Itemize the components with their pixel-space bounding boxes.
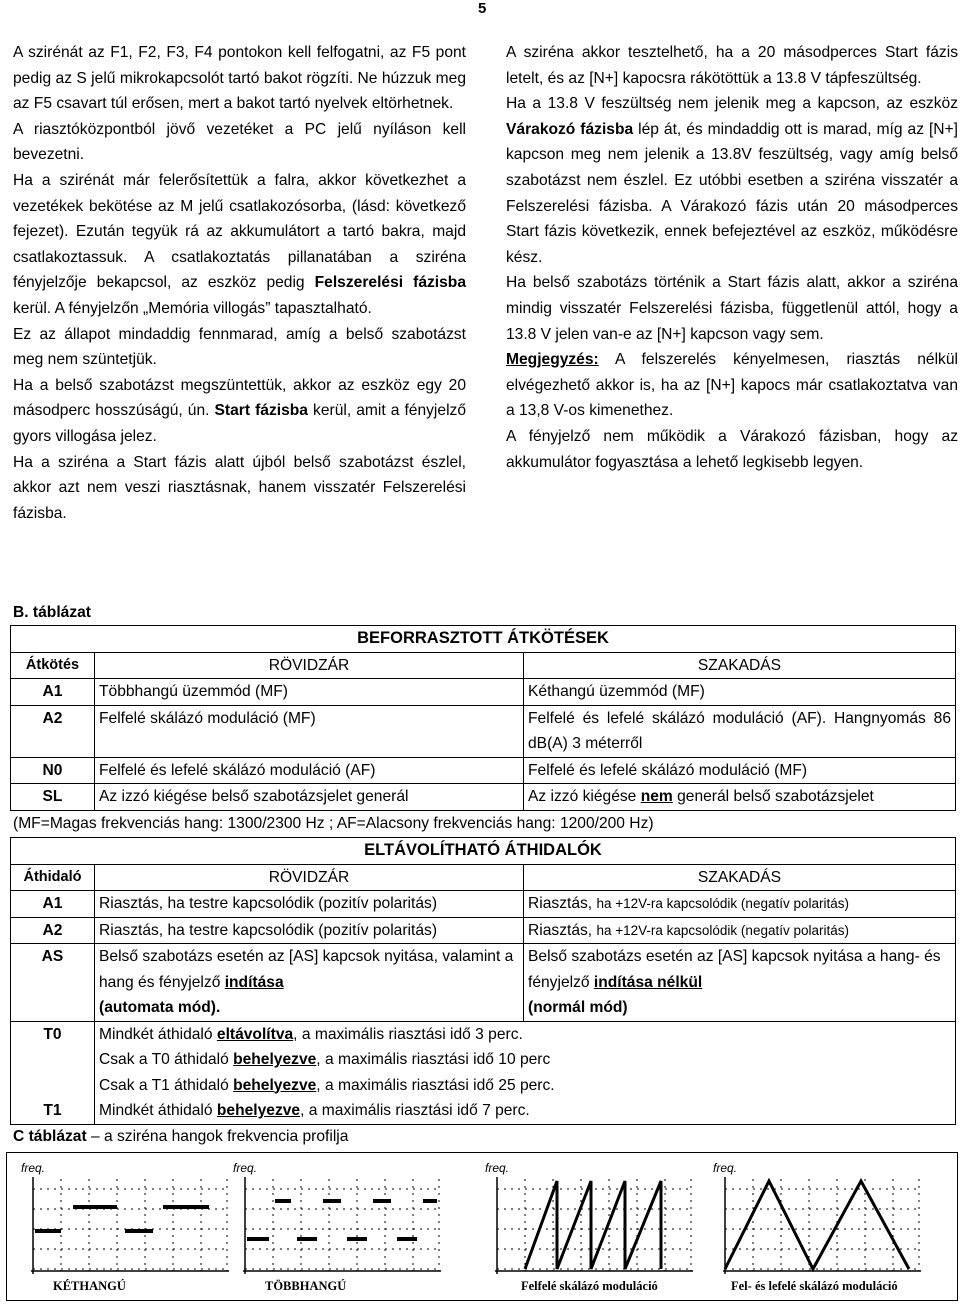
removable-jumpers-table xyxy=(10,837,956,1125)
bold-term: Start fázisba xyxy=(214,402,308,420)
chart-up-down-sweep xyxy=(705,1159,930,1295)
table-row: A1 Riasztás, ha testre kapcsolódik (pozitív polaritás) Riasztás, ha +12V-ra kapcsolódik (negatív polaritás) xyxy=(11,891,956,918)
note-label: Megjegyzés: xyxy=(506,351,599,369)
paragraph: A fényjelző nem működik a Várakozó fázisban, hogy az akkumulátor fogyasztása a lehető legkisebb legyen. xyxy=(506,427,958,471)
y-axis-label: freq. xyxy=(713,1161,738,1175)
column-header: RÖVIDZÁR xyxy=(95,864,524,891)
paragraph: Ha a belső szabotázst megszüntettük, akkor az eszköz egy 20 másodperc hosszúságú, ún. Start fázisba kerül, amit a fényjelző gyors villogása jelez. xyxy=(13,376,466,445)
two-tone-plot xyxy=(13,1159,238,1295)
chart-multi-tone xyxy=(225,1159,450,1295)
table-c-label: C táblázat – a sziréna hangok frekvencia profilja xyxy=(13,1128,349,1145)
paragraph: Ha a szirénát már felerősítettük a falra, akkor következhet a vezetékek bekötése az M jelű csatlakozósorba, (lásd: következő fejezet). Ezután tegyük rá az akkumulátort a tartó bakra, majd csatlakoztassuk. A csatlakoztatás pillanatában a sziréna fényjelzője bekapcsol, az eszköz pedig Felszerelési fázisba kerül. A fényjelzőn „Memória villogás” tapasztalható. xyxy=(13,171,466,317)
paragraph: Ha a 13.8 V feszültség nem jelenik meg a kapcson, az eszköz Várakozó fázisba lép át, és mindaddig ott is marad, míg az [N+] kapcson meg nem jelenik a 13.8V feszültség, vagy amíg belső szabotázst nem észlel. Ez utóbbi esetben a sziréna visszatér a Felszerelési fázisba. A Várakozó fázis után 20 másodperces Start fázis következik, ennek befejeztével az eszköz, működésre kész. xyxy=(506,95,958,266)
chart-two-tone xyxy=(13,1159,238,1295)
soldered-links-table xyxy=(10,625,956,811)
chart-caption: Fel- és lefelé skálázó moduláció xyxy=(731,1279,898,1293)
bold-term: Felszerelési fázisba xyxy=(314,274,466,292)
table-row: A1 Többhangú üzemmód (MF) Kéthangú üzemmód (MF) xyxy=(11,679,956,706)
table-title: BEFORRASZTOTT ÁTKÖTÉSEK xyxy=(11,626,956,653)
y-axis-label: freq. xyxy=(21,1161,46,1175)
frequency-profile-charts xyxy=(6,1152,958,1301)
right-column xyxy=(506,40,958,475)
column-header: RÖVIDZÁR xyxy=(95,652,524,679)
column-header: Átkötés xyxy=(11,652,95,679)
table-row: A2 Riasztás, ha testre kapcsolódik (pozitív polaritás) Riasztás, ha +12V-ra kapcsolódik (negatív polaritás) xyxy=(11,917,956,944)
upward-sweep-plot xyxy=(477,1159,702,1295)
bold-term: Várakozó fázisba xyxy=(506,120,634,138)
chart-caption: TÖBBHANGÚ xyxy=(265,1279,347,1293)
y-axis-label: freq. xyxy=(485,1161,510,1175)
paragraph: A sziréna akkor tesztelhető, ha a 20 másodperces Start fázis letelt, és az [N+] kapocsra rákötöttük a 13.8 V tápfeszültség. xyxy=(506,44,958,87)
column-header: SZAKADÁS xyxy=(524,864,956,891)
table-row: A2 Felfelé skálázó moduláció (MF) Felfelé és lefelé skálázó moduláció (AF). Hangnyomás 86 dB(A) 3 méterről xyxy=(11,705,956,757)
table-row: T0 T1 Mindkét áthidaló eltávolítva, a maximális riasztási idő 3 perc. Csak a T0 áthidaló behelyezve, a maximális riasztási idő 10 perc Csak a T1 áthidaló behelyezve, a maximális riasztási idő 25 perc. Mindkét áthidaló behelyezve, a maximális riasztási idő 7 perc. xyxy=(11,1021,956,1124)
paragraph: Ha a sziréna a Start fázis alatt újból belső szabotázst észlel, akkor azt nem veszi riasztásnak, hanem visszatér Felszerelési fázisba. xyxy=(13,453,466,522)
table-row: AS Belső szabotázs esetén az [AS] kapcsok nyitása, valamint a hang és fényjelző indítása (automata mód). Belső szabotázs esetén az [AS] kapcsok nyitása a hang- és fényjelző indítása nélkül (normál mód) xyxy=(11,944,956,1022)
paragraph: Ha belső szabotázs történik a Start fázis alatt, akkor a sziréna mindig visszatér Felszerelési fázisba, függetlenül attól, hogy a 13.8 V jelen van-e az [N+] kapcson vagy sem. xyxy=(506,274,958,343)
table-row: SL Az izzó kiégése belső szabotázsjelet generál Az izzó kiégése nem generál belső szabotázsjelet xyxy=(11,784,956,811)
table-row: N0 Felfelé és lefelé skálázó moduláció (AF) Felfelé és lefelé skálázó moduláció (MF) xyxy=(11,757,956,784)
left-column xyxy=(13,40,466,526)
chart-upward-sweep xyxy=(477,1159,702,1295)
table-title: ELTÁVOLÍTHATÓ ÁTHIDALÓK xyxy=(11,838,956,865)
chart-caption: Felfelé skálázó moduláció xyxy=(521,1279,658,1293)
paragraph: Megjegyzés: A felszerelés kényelmesen, riasztás nélkül elvégezhető akkor is, ha az [N+] kapocs már csatlakoztatva van a 13,8 V-os kimenethez. xyxy=(506,351,958,420)
frequency-note: (MF=Magas frekvenciás hang: 1300/2300 Hz ; AF=Alacsony frekvenciás hang: 1200/200 Hz) xyxy=(13,815,654,832)
chart-caption: KÉTHANGÚ xyxy=(53,1279,126,1293)
column-header: SZAKADÁS xyxy=(524,652,956,679)
up-down-sweep-plot xyxy=(705,1159,930,1295)
y-axis-label: freq. xyxy=(233,1161,258,1175)
paragraph: A szirénát az F1, F2, F3, F4 pontokon kell felfogatni, az F5 pont pedig az S jelű mikrokapcsolót tartó bakot rögzíti. Ne húzzuk meg az F5 csavart túl erősen, mert a bakot tartó nyelvek eltörhetnek. xyxy=(13,44,466,113)
paragraph: A riasztóközpontból jövő vezetéket a PC jelű nyíláson kell bevezetni. xyxy=(13,120,466,164)
multi-tone-plot xyxy=(225,1159,450,1295)
paragraph: Ez az állapot mindaddig fennmarad, amíg a belső szabotázst meg nem szüntetjük. xyxy=(13,325,466,369)
table-b-label: B. táblázat xyxy=(13,604,91,621)
page-number: 5 xyxy=(478,0,487,17)
column-header: Áthidaló xyxy=(11,864,95,891)
